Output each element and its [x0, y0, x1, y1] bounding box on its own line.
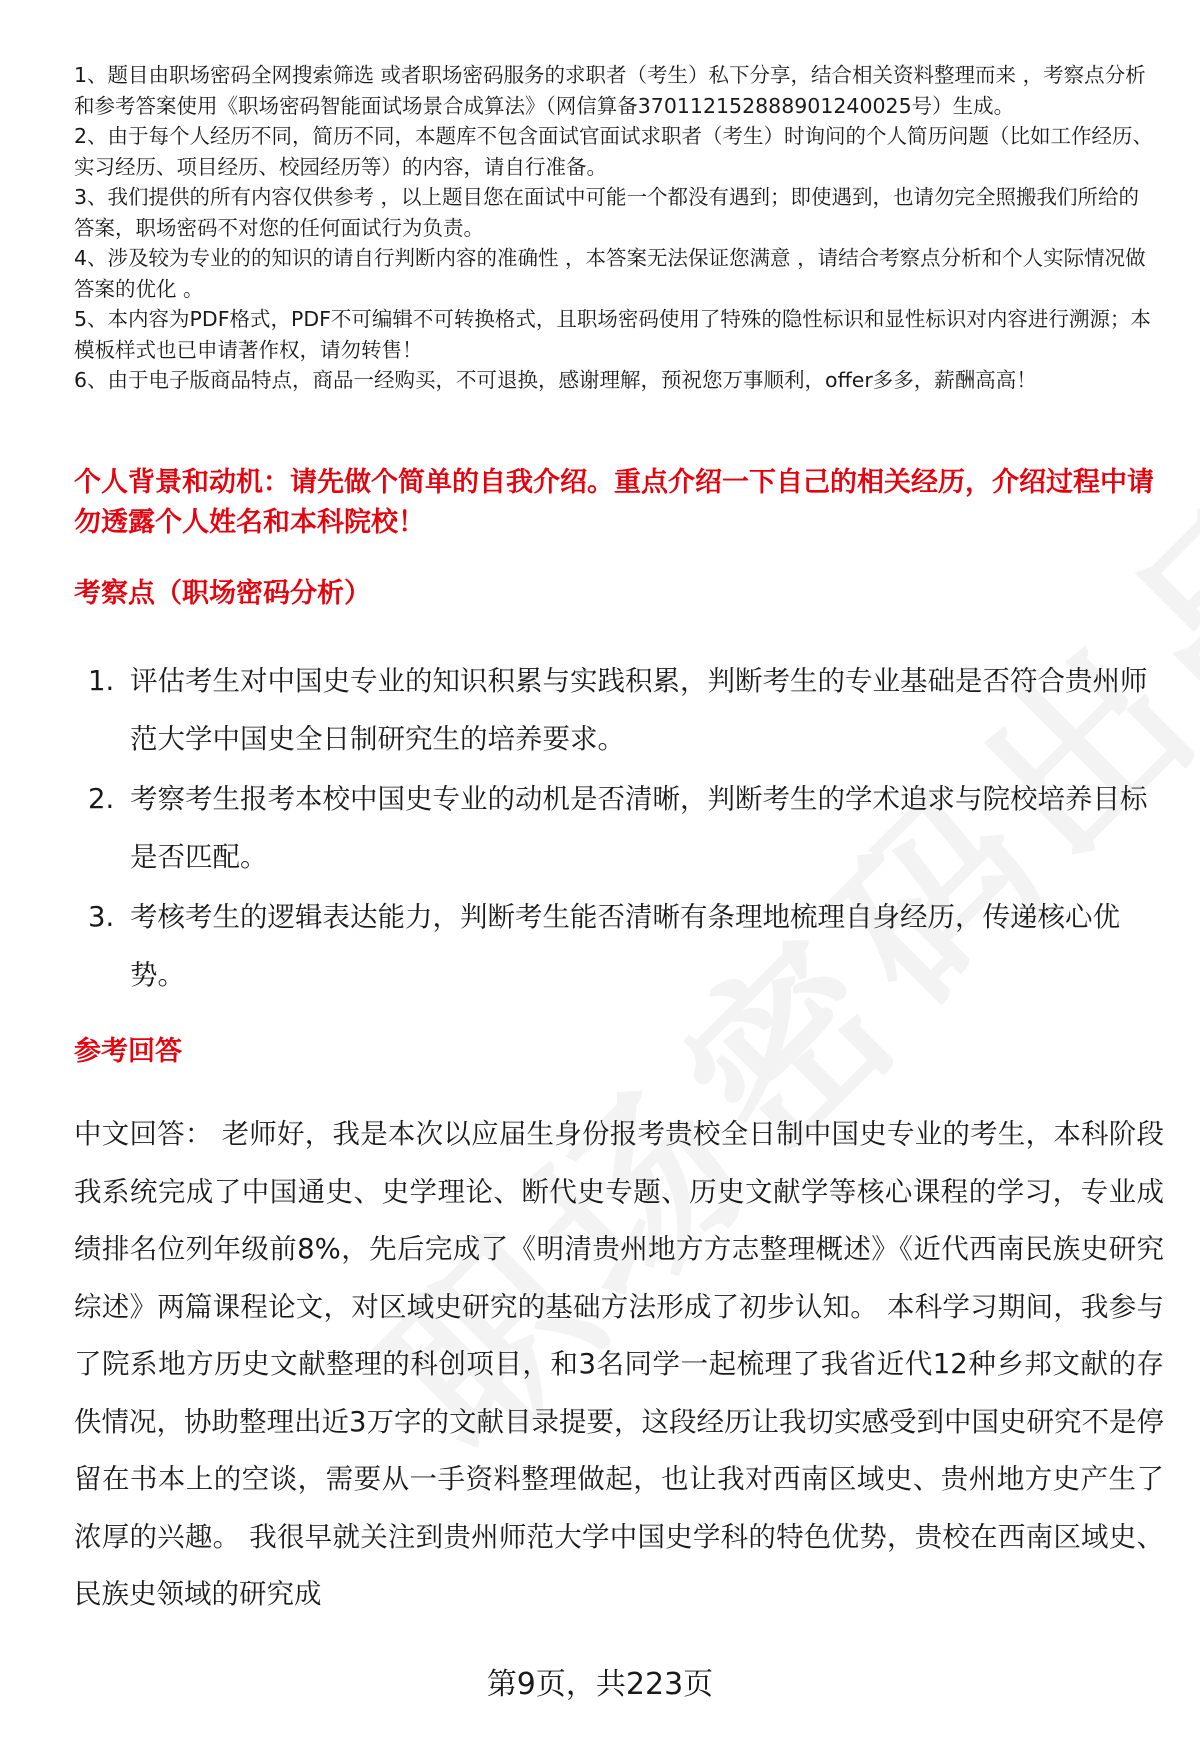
- point-text: 评估考生对中国史专业的知识积累与实践积累，判断考生的专业基础是否符合贵州师范大学中国史全日制研究生的培养要求。: [130, 665, 1148, 755]
- analysis-point: [74, 888, 1164, 1004]
- answer-heading: 参考回答: [74, 1036, 182, 1067]
- analysis-heading: 考察点（职场密码分析）: [74, 578, 371, 609]
- disclaimer-block: [74, 60, 1154, 396]
- answer-text: 中文回答： 老师好，我是本次以应届生身份报考贵校全日制中国史专业的考生，本科阶段我系统完成了中国通史、史学理论、断代史专题、历史文献学等核心课程的学习，专业成绩排名位列年级前8%，先后完成了《明清贵州地方方志整理概述》《近代西南民族史研究综述》两篇课程论文，对区域史研究的基础方法形成了初步认知。 本科学习期间，我参与了院系地方历史文献整理的科创项目，和3名同学一起梳理了我省近代12种乡邦文献的存佚情况，协助整理出近3万字的文献目录提要，这段经历让我切实感受到中国史研究不是停留在书本上的空谈，需要从一手资料整理做起，也让我对西南区域史、贵州地方史产生了浓厚的兴趣。 我很早就关注到贵州师范大学中国史学科的特色优势，贵校在西南区域史、民族史领域的研究成: [74, 1118, 1164, 1610]
- point-text: 考核考生的逻辑表达能力，判断考生能否清晰有条理地梳理自身经历，传递核心优势。: [130, 901, 1120, 991]
- disclaimer-item: 4、涉及较为专业的的知识的请自行判断内容的准确性 ，本答案无法保证您满意 ，请结合考察点分析和个人实际情况做答案的优化 。: [74, 246, 1146, 301]
- analysis-point: [74, 770, 1164, 886]
- disclaimer-item: 2、由于每个人经历不同，简历不同，本题库不包含面试官面试求职者（考生）时询问的个人简历问题（比如工作经历、实习经历、项目经历、校园经历等）的内容，请自行准备。: [74, 124, 1154, 179]
- analysis-points: [74, 652, 1164, 1006]
- point-number: 3.: [88, 901, 115, 933]
- disclaimer-item: 3、我们提供的所有内容仅供参考 ，以上题目您在面试中可能一个都没有遇到；即使遇到，也请勿完全照搬我们所给的答案，职场密码不对您的任何面试行为负责。: [74, 185, 1140, 240]
- page-number: 第9页，共223页: [486, 1667, 714, 1702]
- disclaimer-item: 5、本内容为PDF格式，PDF不可编辑不可转换格式，且职场密码使用了特殊的隐性标识和显性标识对内容进行溯源；本模板样式也已申请著作权，请勿转售！: [74, 307, 1151, 362]
- point-number: 2.: [88, 783, 115, 815]
- point-text: 考察考生报考本校中国史专业的动机是否清晰，判断考生的学术追求与院校培养目标是否匹配。: [130, 783, 1148, 873]
- question-title: 个人背景和动机：请先做个简单的自我介绍。重点介绍一下自己的相关经历，介绍过程中请勿透露个人姓名和本科院校！: [74, 467, 1154, 538]
- point-number: 1.: [88, 665, 115, 697]
- disclaimer-item: 1、题目由职场密码全网搜索筛选 或者职场密码服务的求职者（考生）私下分享，结合相关资料整理而来 ，考察点分析和参考答案使用《职场密码智能面试场景合成算法》（网信算备370112152888901240025号）生成。: [74, 63, 1146, 118]
- disclaimer-item: 6、由于电子版商品特点，商品一经购买，不可退换，感谢理解，预祝您万事顺利，offer多多，薪酬高高！: [74, 368, 1037, 392]
- analysis-point: [74, 652, 1164, 768]
